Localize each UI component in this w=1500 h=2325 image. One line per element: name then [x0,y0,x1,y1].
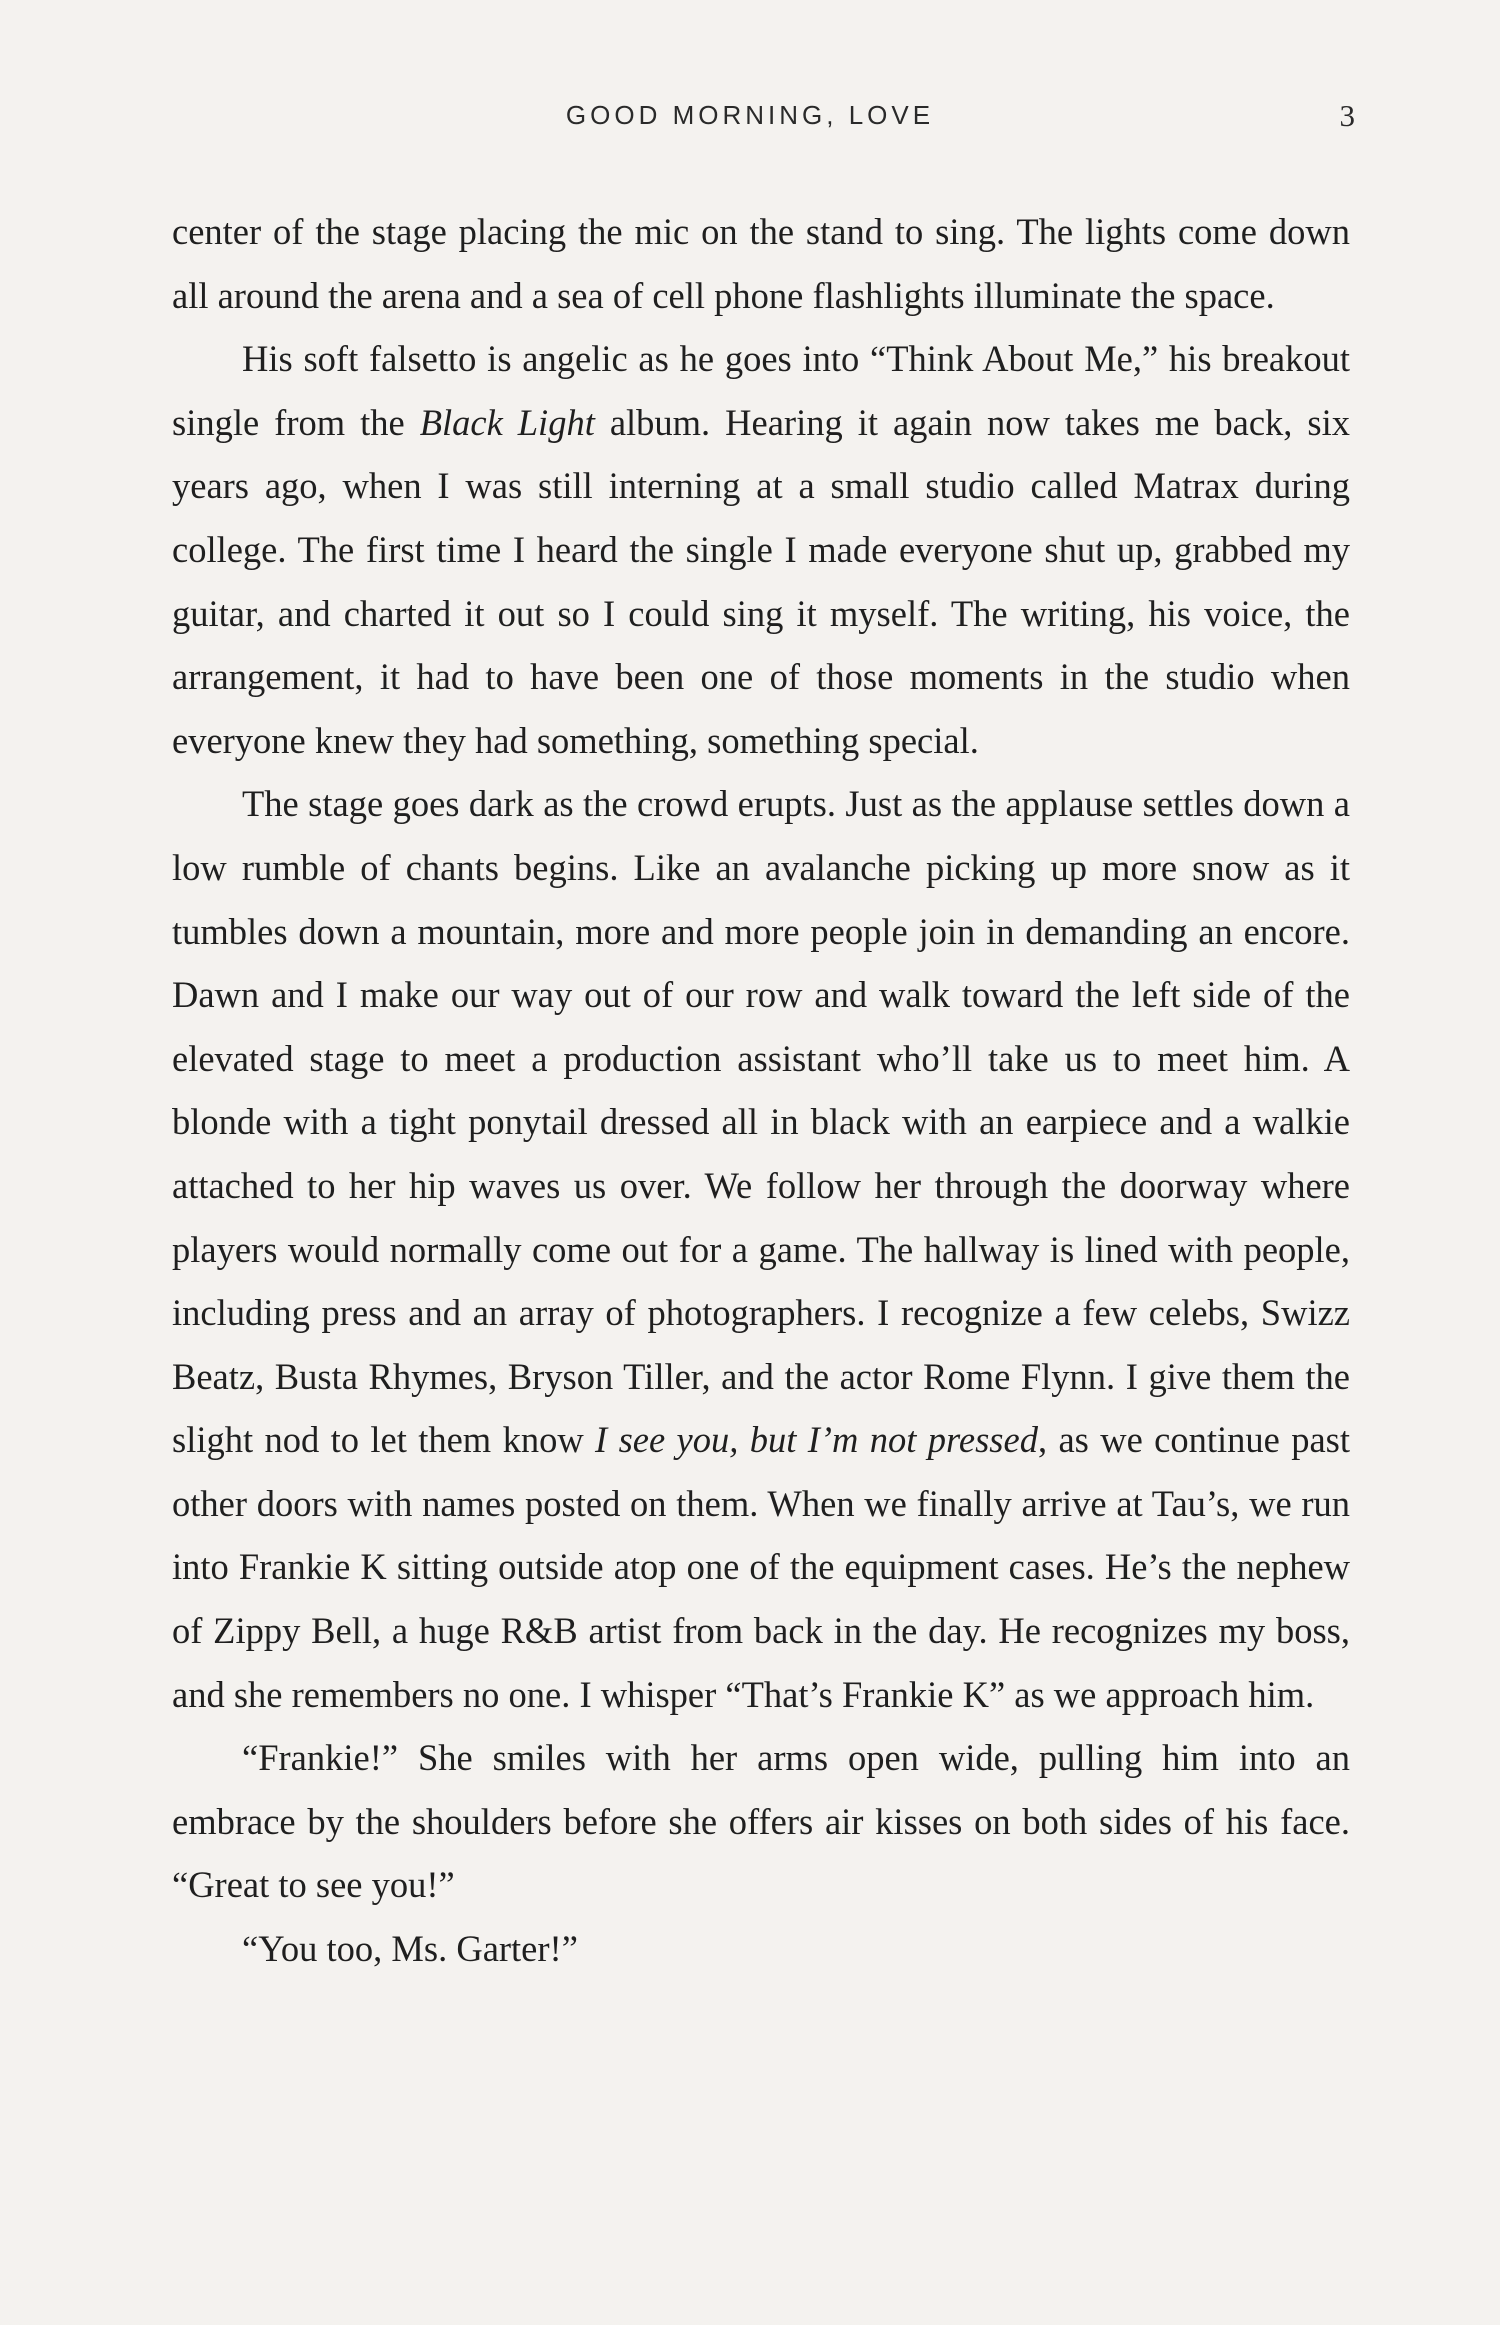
paragraph-3 [172,772,1350,1726]
running-head [0,100,1500,144]
paragraph-2-text-a: His soft falsetto is angelic as he goes into “Think About Me,” his breakout single from the [172,338,1350,443]
page-number: 3 [1339,98,1355,133]
paragraph-1-text: center of the stage placing the mic on the stand to sing. The lights come down all around the arena and a sea of cell phone flashlights illuminate the space. [172,211,1350,316]
paragraph-4-text: “Frankie!” She smiles with her arms open wide, pulling him into an embrace by the shoulders before she offers air kisses on both sides of his face. “Great to see you!” [172,1737,1350,1906]
paragraph-4 [172,1726,1350,1917]
paragraph-5 [172,1917,1350,1981]
paragraph-1 [172,200,1350,327]
paragraph-2-text-b: album. Hearing it again now takes me back, six years ago, when I was still interning at a small studio called Matrax during college. The first time I heard the single I made everyone shut up, grabbed my guitar, and charted it out so I could sing it myself. The writing, his voice, the arrangement, it had to have been one of those moments in the studio when everyone knew they had something, something special. [172,401,1350,761]
paragraph-2 [172,327,1350,772]
running-title: GOOD MORNING, LOVE [565,100,935,130]
album-title: Black Light [419,401,595,443]
paragraph-3-text-b: , as we continue past other doors with names posted on them. When we finally arrive at Tau’s, we run into Frankie K sitting outside atop one of the equipment cases. He’s the nephew of Zippy Bell, a huge R&B artist from back in the day. He recognizes my boss, and she remembers no one. I whisper “That’s Frankie K” as we approach him. [172,1419,1350,1715]
paragraph-3-text-a: The stage goes dark as the crowd erupts. Just as the applause settles down a low rumble of chants begins. Like an avalanche picking up more snow as it tumbles down a mountain, more and more people join in demanding an encore. Dawn and I make our way out of our row and walk toward the left side of the elevated stage to meet a production assistant who’ll take us to meet him. A blonde with a tight ponytail dressed all in black with an earpiece and a walkie attached to her hip waves us over. We follow her through the doorway where players would normally come out for a game. The hallway is lined with people, including press and an array of photographers. I recognize a few celebs, Swizz Beatz, Busta Rhymes, Bryson Tiller, and the actor Rome Flynn. I give them the slight nod to let them know [172,783,1350,1461]
paragraph-5-text: “You too, Ms. Garter!” [242,1928,578,1970]
inner-thought: I see you, but I’m not pressed [595,1419,1038,1461]
body-text [172,200,1350,1981]
